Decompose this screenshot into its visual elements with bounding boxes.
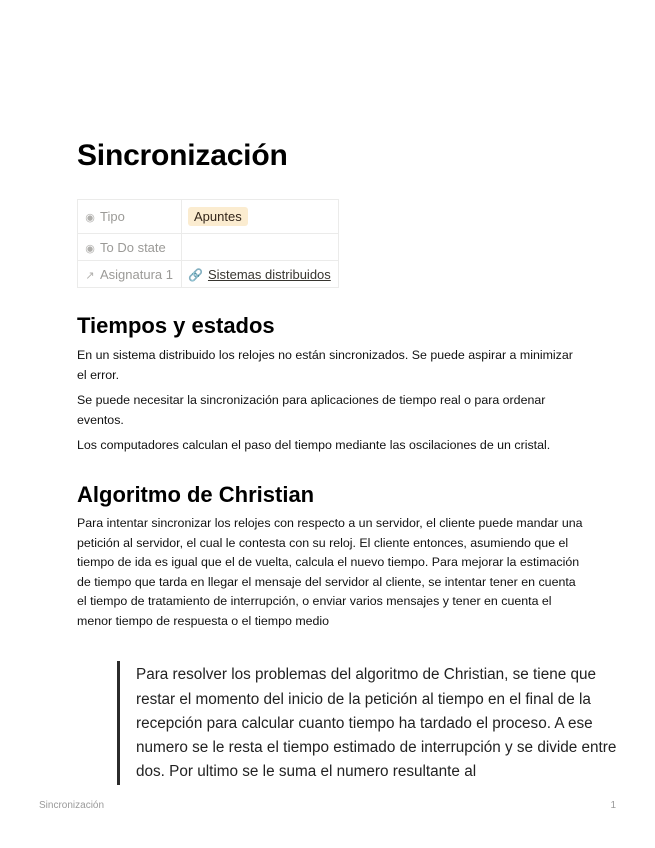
section-heading: Algoritmo de Christian (77, 482, 315, 507)
footer-document-name: Sincronización (39, 800, 105, 811)
relation-link[interactable]: Sistemas distribuidos (207, 266, 331, 282)
property-key[interactable] (78, 200, 182, 234)
tipo-tag[interactable]: Apuntes (188, 207, 248, 226)
paragraph: Para intentar sincronizar los relojes con respecto a un servidor, el cliente puede mandar una petición al servidor, el cual le contesta con su reloj. El cliente entonces, asumiendo que el tiempo de ida es igual que el de vuelta, calcula el nuevo tiempo. Para mejorar la estimación de tiempo que tarda en llegar el mensaje del servidor al cliente, se intentar tener en cuenta el tiempo de tratamiento de interrupción, o enviar varios mensajes y tener en cuenta el menor tiempo de respuesta o el tiempo medio (77, 516, 583, 628)
property-value[interactable] (182, 261, 339, 288)
link-icon: 🔗 (188, 267, 203, 282)
property-row-todo-state (78, 234, 339, 261)
footer-page-number: 1 (610, 800, 616, 811)
relation-arrow-icon: ↗ (85, 269, 95, 282)
property-label: Tipo (100, 209, 125, 224)
property-label: Asignatura 1 (100, 266, 173, 282)
page-title: Sincronización (77, 139, 288, 172)
paragraph: Los computadores calculan el paso del tiempo mediante las oscilaciones de un cristal. (77, 438, 551, 452)
select-icon: ◉ (85, 212, 95, 224)
property-value[interactable] (182, 200, 339, 234)
paragraph: En un sistema distribuido los relojes no están sincronizados. Se puede aspirar a minimizar el error. (77, 348, 573, 382)
property-value-empty[interactable] (182, 234, 339, 261)
quote-text: Para resolver los problemas del algoritmo de Christian, se tiene que restar el momento del inicio de la petición al tiempo en el final de la recepción para calcular cuanto tiempo ha tardado el proceso. A ese numero se le resta el tiempo estimado de interrupción y se divide entre dos. Por ultimo se le suma el numero resultante al (136, 666, 617, 781)
status-icon: ◉ (85, 242, 95, 255)
property-row-tipo (78, 200, 339, 234)
section-heading: Tiempos y estados (77, 313, 275, 338)
property-key[interactable] (78, 234, 182, 261)
property-label: To Do state (100, 239, 166, 255)
properties-table (77, 199, 339, 288)
paragraph: Se puede necesitar la sincronización para aplicaciones de tiempo real o para ordenar eventos. (77, 393, 546, 427)
property-row-asignatura (78, 261, 339, 288)
property-key[interactable] (78, 261, 182, 288)
blockquote (117, 661, 623, 785)
